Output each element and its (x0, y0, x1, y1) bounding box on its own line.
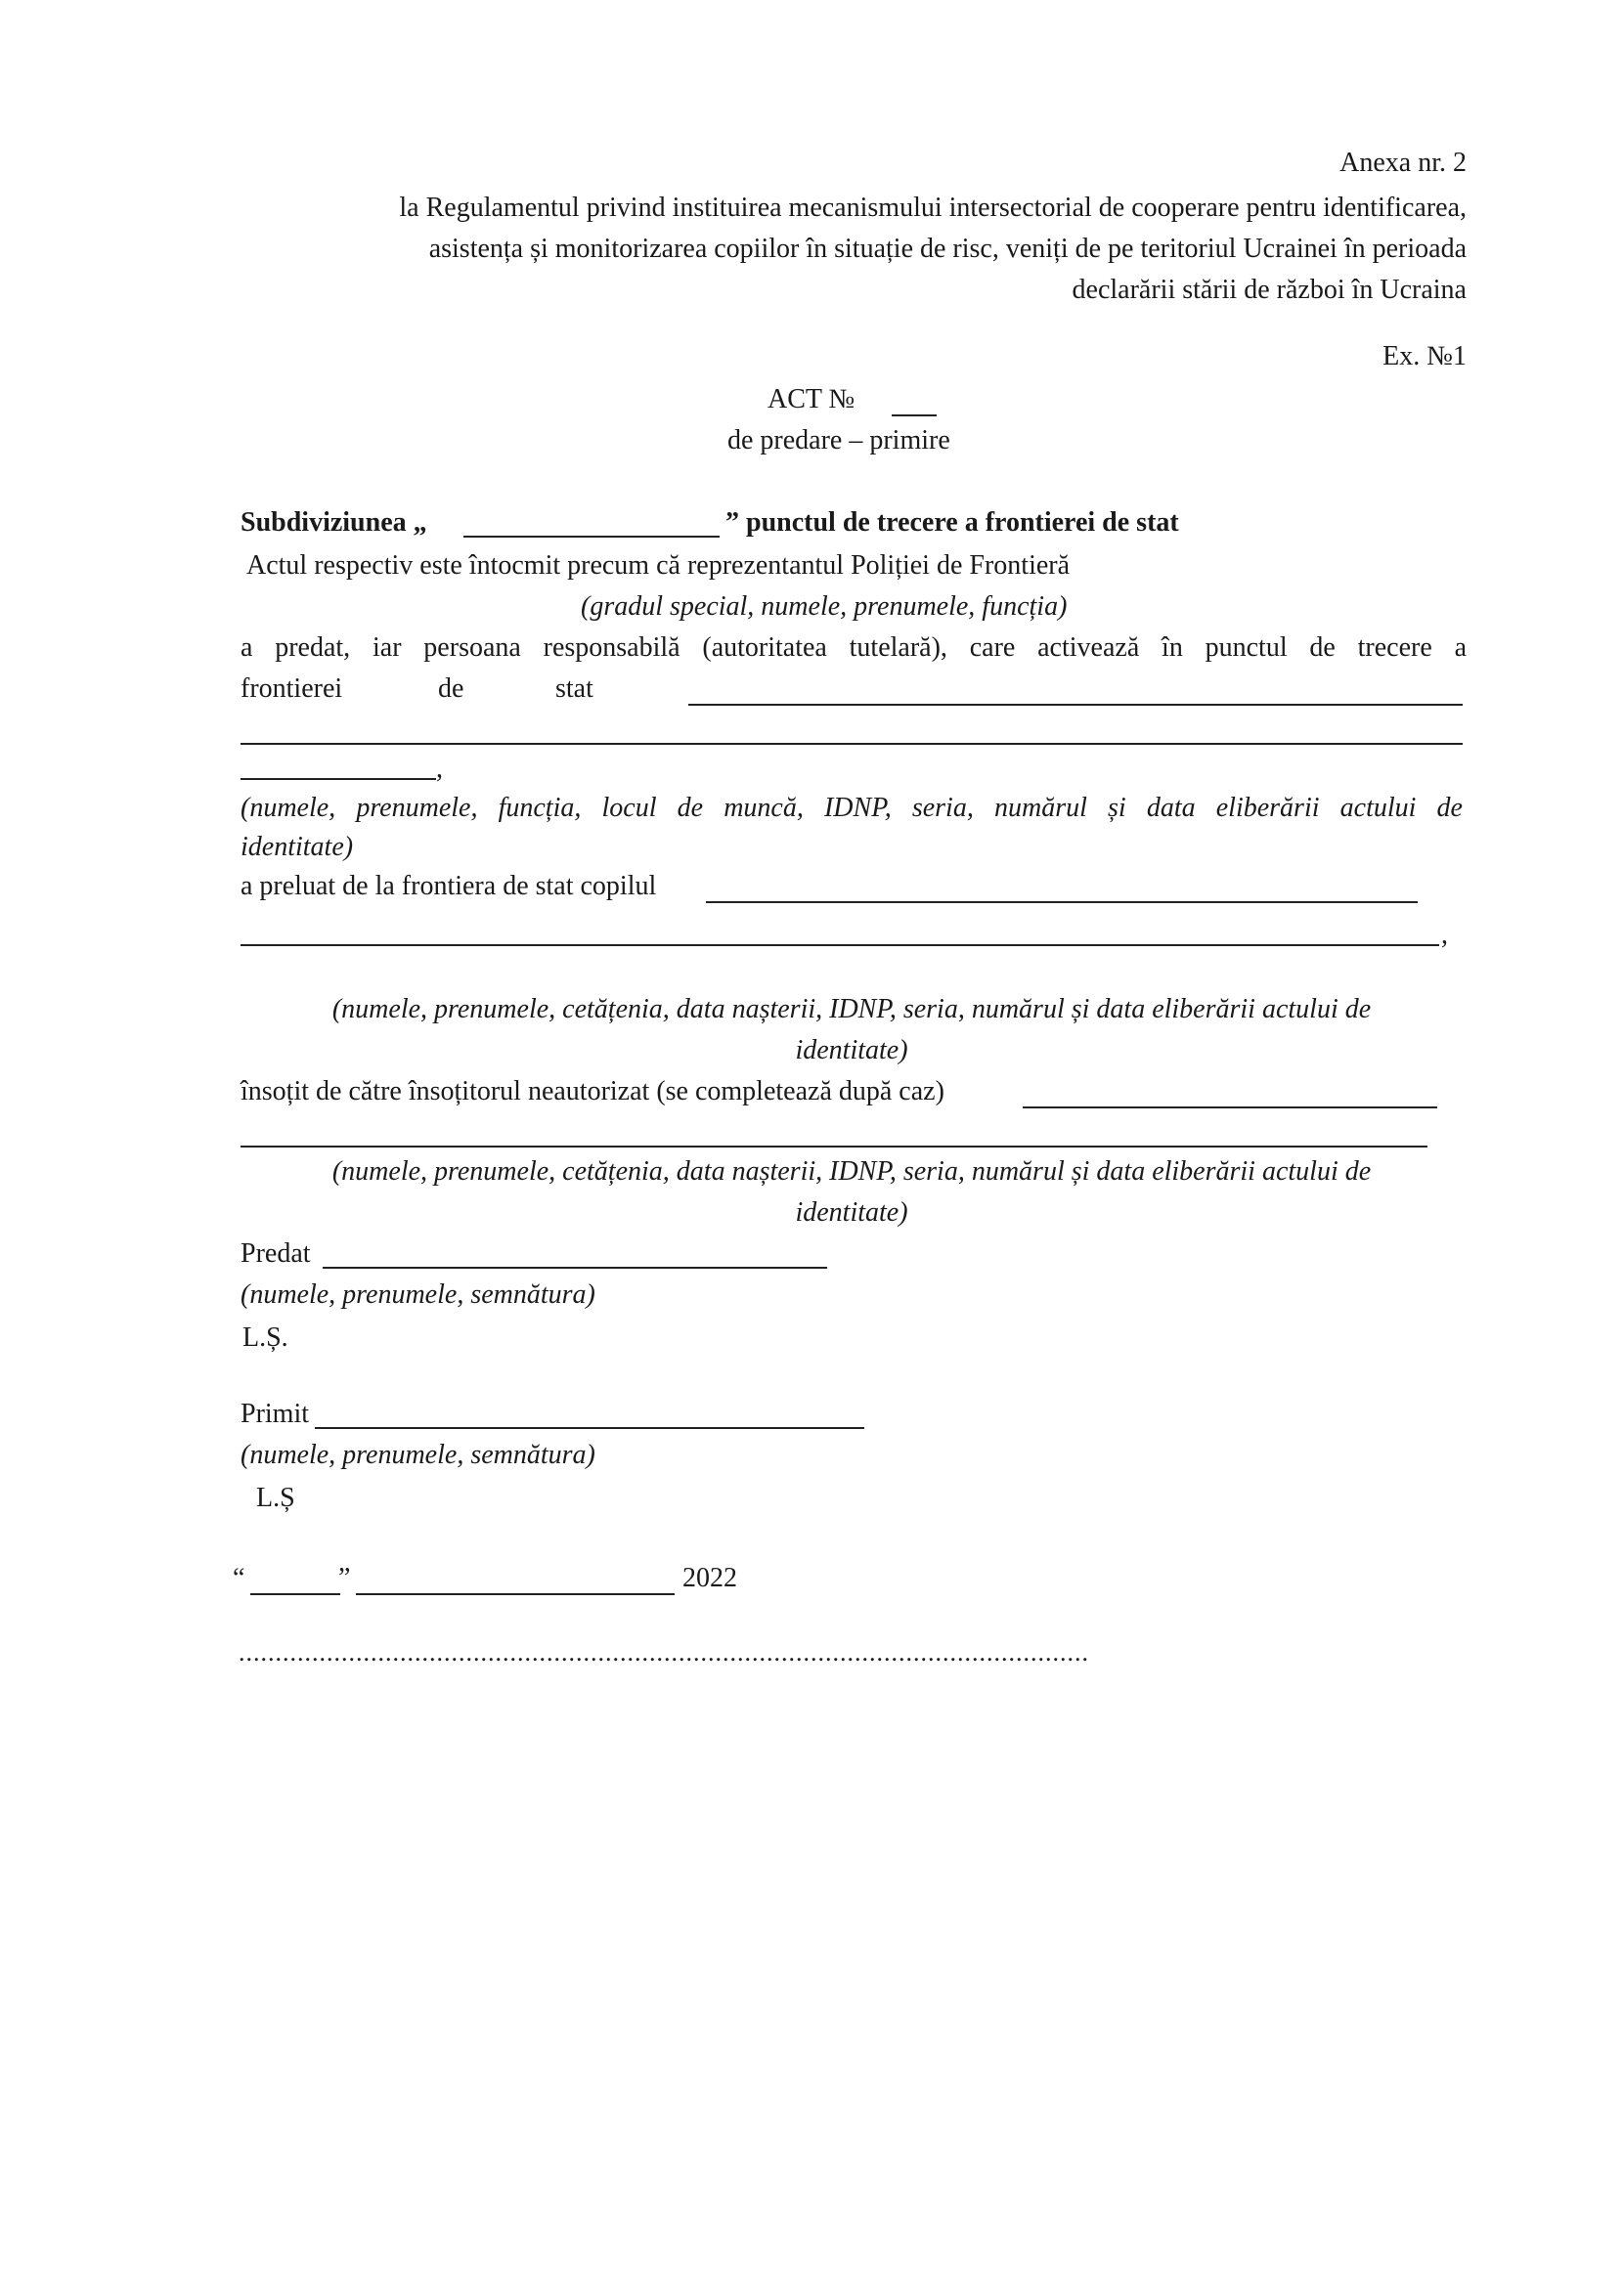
intro-text: Actul respectiv este întocmit precum că reprezentantul Poliției de Frontieră (246, 550, 1071, 581)
predat-hint: (numele, prenumele, semnătura) (241, 1279, 595, 1310)
child-hint-2: identitate) (795, 1035, 908, 1065)
subdivision-prefix: Subdiviziunea „ (241, 507, 427, 538)
regulation-line-2: asistența și monitorizarea copiilor în situație de risc, veniți de pe teritoriul Ucrainei în perioada (428, 234, 1467, 264)
responsible-comma: , (436, 754, 443, 784)
responsible-field-2[interactable] (241, 743, 1463, 745)
footer-dotted-line: .................................................................................................................... (239, 1638, 1089, 1667)
border-word-2: de (438, 673, 464, 704)
date-month-field[interactable] (356, 1593, 675, 1595)
escort-field-2[interactable] (241, 1146, 1427, 1148)
subdivision-name-field[interactable] (463, 536, 720, 538)
primit-stamp: L.Ș (256, 1483, 295, 1513)
predat-signature-field[interactable] (323, 1267, 827, 1269)
border-word-3: stat (555, 673, 593, 704)
responsible-hint-1: (numele, prenumele, funcția, locul de muncă, IDNP, seria, numărul și data eliberării actului de (241, 793, 1463, 823)
date-day-field[interactable] (250, 1593, 340, 1595)
subdivision-suffix: ” punctul de trecere a frontierei de stat (725, 507, 1179, 538)
escort-hint-2: identitate) (795, 1197, 908, 1228)
escort-text (241, 1075, 944, 1108)
act-label: ACT № (768, 384, 855, 414)
handed-text: a predat, iar persoana responsabilă (autoritatea tutelară), care activează în punctul de trecere a (241, 632, 1467, 663)
child-comma: , (1441, 920, 1448, 950)
date-year: 2022 (682, 1563, 737, 1593)
copy-label: Ex. №1 (1382, 341, 1467, 371)
child-text: a preluat de la frontiera de stat copilul (241, 871, 657, 901)
child-hint-1: (numele, prenumele, cetățenia, data nașterii, IDNP, seria, numărul și data eliberării actului de (331, 994, 1372, 1024)
date-open-quote: “ (233, 1563, 245, 1593)
act-subtitle: de predare – primire (727, 425, 950, 455)
escort-label: însoțit de către însoțitorul neautorizat (se completează după caz) (241, 1076, 944, 1106)
officer-hint: (gradul special, numele, prenumele, funcția) (581, 591, 1068, 622)
primit-signature-field[interactable] (315, 1427, 864, 1429)
border-word-1: frontierei (241, 673, 343, 704)
responsible-hint-2: identitate) (241, 832, 354, 862)
predat-label: Predat (241, 1238, 311, 1269)
annex-label: Anexa nr. 2 (1339, 148, 1467, 178)
date-close-quote: ” (338, 1563, 351, 1593)
act-title (768, 383, 855, 416)
regulation-line-3: declarării stării de război în Ucraina (1072, 275, 1467, 305)
responsible-field-3[interactable] (241, 778, 436, 780)
escort-field-1[interactable] (1023, 1106, 1437, 1108)
act-number-field[interactable] (892, 414, 937, 416)
regulation-line-1: la Regulamentul privind instituirea mecanismului intersectorial de cooperare pentru identificarea, (399, 193, 1467, 223)
responsible-field-1[interactable] (688, 704, 1463, 706)
child-field-1[interactable] (706, 901, 1418, 903)
escort-hint-1: (numele, prenumele, cetățenia, data nașterii, IDNP, seria, numărul și data eliberării actului de (331, 1156, 1372, 1187)
predat-stamp: L.Ș. (242, 1322, 288, 1353)
primit-label: Primit (241, 1399, 310, 1429)
primit-hint: (numele, prenumele, semnătura) (241, 1440, 595, 1470)
child-field-2[interactable] (241, 944, 1439, 946)
